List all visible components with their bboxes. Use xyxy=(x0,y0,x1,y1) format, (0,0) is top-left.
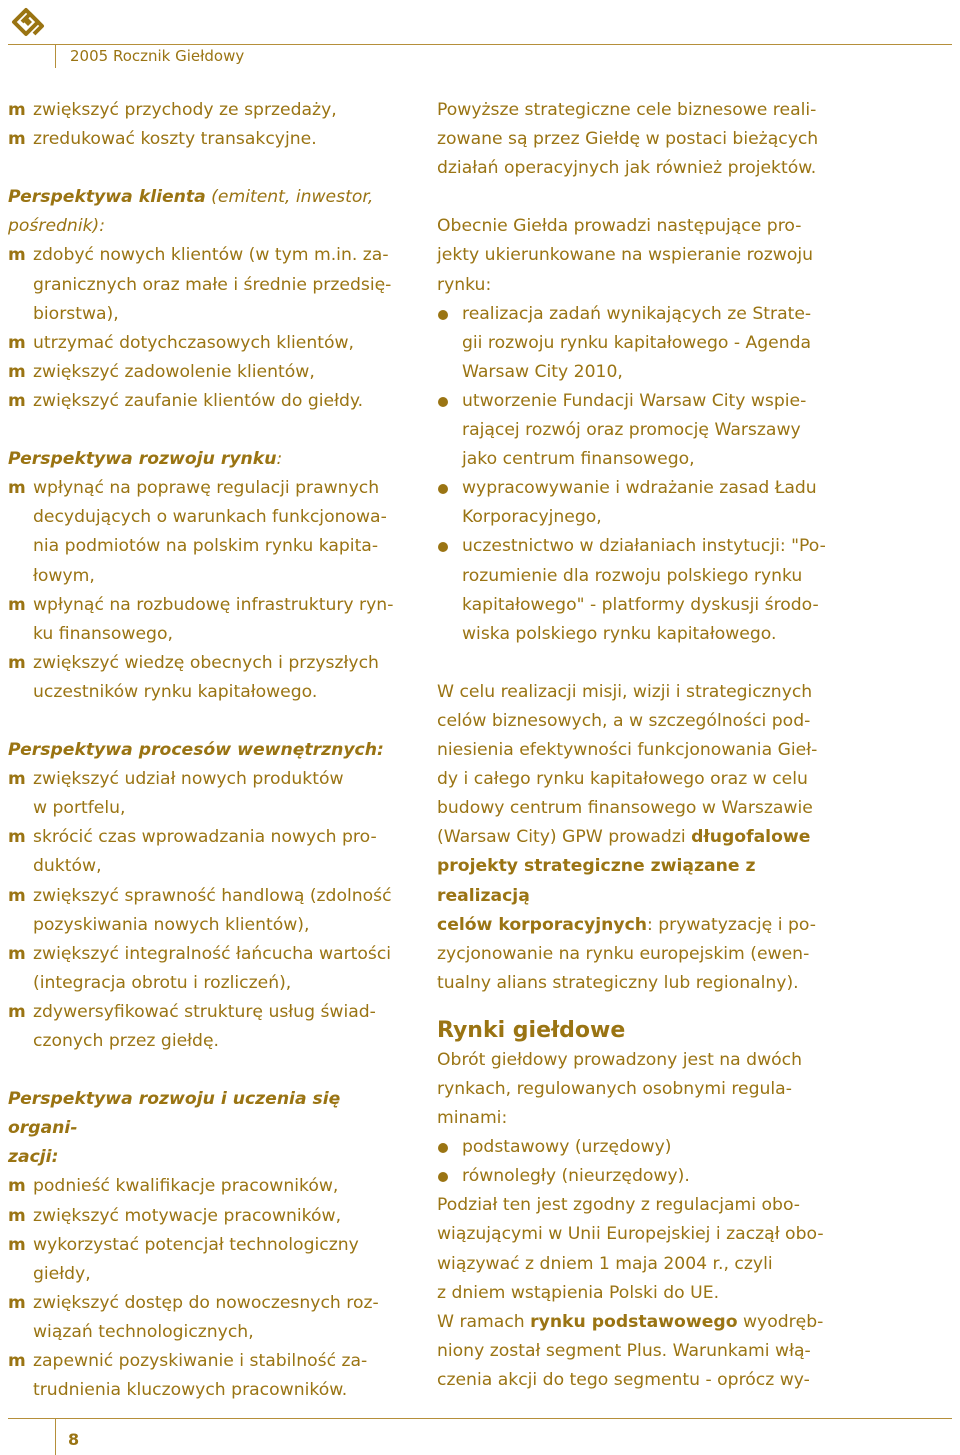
paragraph-line: zowane są przez Giełdę w postaci bieżących xyxy=(437,129,819,150)
paragraph-line: dy i całego rynku kapitałowego oraz w celu xyxy=(437,769,808,790)
section-title-rynki: Rynki giełdowe xyxy=(437,1017,626,1043)
list-item-cont: jako centrum finansowego, xyxy=(462,449,695,470)
bullet-m-icon: m xyxy=(8,885,26,906)
list-item-cont: uczestników rynku kapitałowego. xyxy=(33,681,318,702)
list-item-cont: rozumienie dla rozwoju polskiego rynku xyxy=(462,565,803,586)
list-item-cont: ku finansowego, xyxy=(33,623,173,644)
list-item-cont: giełdy, xyxy=(33,1263,91,1284)
list-item: m zwiększyć wiedzę obecnych i przyszłych xyxy=(8,649,408,678)
section-heading-klient: Perspektywa klienta (emitent, inwestor, xyxy=(8,187,374,208)
bullet-m-icon: m xyxy=(8,1351,26,1372)
list-item-cont: czonych przez giełdę. xyxy=(33,1031,220,1051)
list-item: m zapewnić pozyskiwanie i stabilność za- xyxy=(8,1347,408,1376)
list-item: m zwiększyć integralność łańcucha wartości xyxy=(8,940,408,969)
list-item-cont: trudnienia kluczowych pracowników. xyxy=(33,1380,348,1401)
paragraph-line: jekty ukierunkowane na wspieranie rozwoju xyxy=(437,245,814,266)
gpw-logo-icon xyxy=(8,4,50,40)
list-item-cont: decydujących o warunkach funkcjonowa- xyxy=(33,507,387,528)
paragraph-line: celów biznesowych, a w szczególności pod- xyxy=(437,710,811,731)
paragraph-line: tualny alians strategiczny lub regionalny). xyxy=(437,972,799,993)
list-item: m wykorzystać potencjał technologiczny xyxy=(8,1231,408,1260)
paragraph-line: celów korporacyjnych: prywatyzację i po- xyxy=(437,914,816,935)
bullet-m-icon: m xyxy=(8,1234,26,1255)
list-item-cont: łowym, xyxy=(33,565,95,586)
list-item-cont: Warsaw City 2010, xyxy=(462,361,623,382)
section-heading-rozwoj: Perspektywa rozwoju rynku: xyxy=(8,449,283,470)
bullet-m-icon: m xyxy=(8,332,26,353)
footer-divider xyxy=(55,1418,56,1455)
paragraph-line: Powyższe strategiczne cele biznesowe reali- xyxy=(437,100,817,120)
bullet-m-icon: m xyxy=(8,827,26,848)
paragraph-line: czenia akcji do tego segmentu - oprócz wy- xyxy=(437,1369,810,1390)
bullet-dot-icon xyxy=(438,310,448,320)
list-item: m wpłynąć na poprawę regulacji prawnych xyxy=(8,474,408,503)
paragraph-line: niesienia efektywności funkcjonowania Gieł- xyxy=(437,740,818,761)
list-item: m zwiększyć motywacje pracowników, xyxy=(8,1202,408,1231)
paragraph-line: W ramach rynku podstawowego wyodręb- xyxy=(437,1311,824,1332)
list-item-cont: kapitałowego" - platformy dyskusji środo- xyxy=(462,594,819,615)
list-item-cont: duktów, xyxy=(33,856,102,877)
bullet-m-icon: m xyxy=(8,594,26,615)
section-heading-klient-cont: pośrednik): xyxy=(8,216,106,237)
paragraph-line: Podział ten jest zgodny z regulacjami obo- xyxy=(437,1195,800,1216)
list-item: m zdobyć nowych klientów (w tym m.in. za- xyxy=(8,241,408,270)
list-item-cont: wiska polskiego rynku kapitałowego. xyxy=(462,623,777,644)
running-header-title: 2005 Rocznik Giełdowy xyxy=(70,47,245,65)
list-item: m zdywersyfikować strukturę usług świad- xyxy=(8,998,408,1027)
bullet-m-icon: m xyxy=(8,129,26,150)
section-heading-procesy: Perspektywa procesów wewnętrznych: xyxy=(8,740,384,761)
bullet-m-icon: m xyxy=(8,1001,26,1022)
list-item: m podnieść kwalifikacje pracowników, xyxy=(8,1172,408,1201)
list-item-cont: w portfelu, xyxy=(33,798,126,819)
paragraph-line: budowy centrum finansowego w Warszawie xyxy=(437,798,813,819)
paragraph-line: z dniem wstąpienia Polski do UE. xyxy=(437,1282,720,1303)
list-item-cont: biorstwa), xyxy=(33,303,119,324)
list-item: podstawowy (urzędowy) xyxy=(437,1133,837,1162)
bullet-m-icon: m xyxy=(8,1292,26,1313)
list-item: uczestnictwo w działaniach instytucji: "Po- xyxy=(437,532,837,561)
paragraph-line: wiązywać z dniem 1 maja 2004 r., czyli xyxy=(437,1253,773,1274)
list-item: równoległy (nieurzędowy). xyxy=(437,1162,837,1191)
bullet-m-icon: m xyxy=(8,943,26,964)
list-item: m utrzymać dotychczasowych klientów, xyxy=(8,329,408,358)
paragraph-line: projekty strategiczne związane z realizacją xyxy=(437,856,756,906)
list-item: m zwiększyć dostęp do nowoczesnych roz- xyxy=(8,1289,408,1318)
list-item-cont: (integracja obrotu i rozliczeń), xyxy=(33,972,292,993)
bullet-m-icon: m xyxy=(8,1176,26,1197)
list-item-cont: pozyskiwania nowych klientów), xyxy=(33,914,310,935)
list-item: m zwiększyć przychody ze sprzedaży, xyxy=(8,96,408,125)
section-heading-uczenie-cont: zacji: xyxy=(8,1147,59,1168)
bullet-m-icon: m xyxy=(8,478,26,499)
paragraph-line: Obecnie Giełda prowadzi następujące pro- xyxy=(437,216,802,237)
list-item: m wpłynąć na rozbudowę infrastruktury ryn- xyxy=(8,591,408,620)
paragraph-line: zycjonowanie na rynku europejskim (ewen- xyxy=(437,943,810,964)
list-item: m zwiększyć zadowolenie klientów, xyxy=(8,358,408,387)
paragraph-line: rynku: xyxy=(437,274,492,295)
bullet-dot-icon xyxy=(438,542,448,552)
page-number: 8 xyxy=(68,1430,80,1449)
paragraph-line: działań operacyjnych jak również projektów. xyxy=(437,158,817,179)
bullet-m-icon: m xyxy=(8,652,26,673)
list-item-cont: nia podmiotów na polskim rynku kapita- xyxy=(33,536,379,557)
list-item: wypracowywanie i wdrażanie zasad Ładu xyxy=(437,474,837,503)
list-item: m zwiększyć udział nowych produktów xyxy=(8,765,408,794)
bullet-m-icon: m xyxy=(8,245,26,266)
paragraph-line: minami: xyxy=(437,1108,508,1129)
paragraph-line: wiązującymi w Unii Europejskiej i zaczął obo- xyxy=(437,1224,824,1245)
list-item-cont: wiązań technologicznych, xyxy=(33,1321,254,1342)
section-heading-uczenie: Perspektywa rozwoju i uczenia się organi- xyxy=(8,1089,341,1139)
paragraph-line: W celu realizacji misji, wizji i strategicznych xyxy=(437,681,813,702)
list-item-cont: Korporacyjnego, xyxy=(462,507,602,528)
list-item: realizacja zadań wynikających ze Strate- xyxy=(437,300,837,329)
bullet-dot-icon xyxy=(438,484,448,494)
list-item: m skrócić czas wprowadzania nowych pro- xyxy=(8,823,408,852)
list-item-cont: granicznych oraz małe i średnie przedsię- xyxy=(33,274,392,295)
bullet-dot-icon xyxy=(438,1172,448,1182)
bullet-m-icon: m xyxy=(8,100,26,120)
paragraph-line: (Warsaw City) GPW prowadzi długofalowe xyxy=(437,827,811,848)
bullet-m-icon: m xyxy=(8,1205,26,1226)
list-item: m zwiększyć sprawność handlową (zdolność xyxy=(8,882,408,911)
header-divider xyxy=(55,44,56,68)
paragraph-line: rynkach, regulowanych osobnymi regula- xyxy=(437,1079,792,1099)
bullet-dot-icon xyxy=(438,1143,448,1153)
list-item-cont: rającej rozwój oraz promocję Warszawy xyxy=(462,420,801,441)
bullet-m-icon: m xyxy=(8,390,26,411)
footer-rule xyxy=(8,1418,952,1419)
list-item-cont: gii rozwoju rynku kapitałowego - Agenda xyxy=(462,332,812,353)
bullet-m-icon: m xyxy=(8,769,26,790)
right-column xyxy=(437,96,837,1395)
paragraph-line: Obrót giełdowy prowadzony jest na dwóch xyxy=(437,1049,803,1070)
bullet-dot-icon xyxy=(438,397,448,407)
list-item: m zredukować koszty transakcyjne. xyxy=(8,125,408,154)
header-rule xyxy=(8,44,952,45)
bullet-m-icon: m xyxy=(8,361,26,382)
list-item: utworzenie Fundacji Warsaw City wspie- xyxy=(437,387,837,416)
left-column xyxy=(8,96,408,1405)
list-item: m zwiększyć zaufanie klientów do giełdy. xyxy=(8,387,408,416)
paragraph-line: niony został segment Plus. Warunkami włą- xyxy=(437,1340,811,1361)
